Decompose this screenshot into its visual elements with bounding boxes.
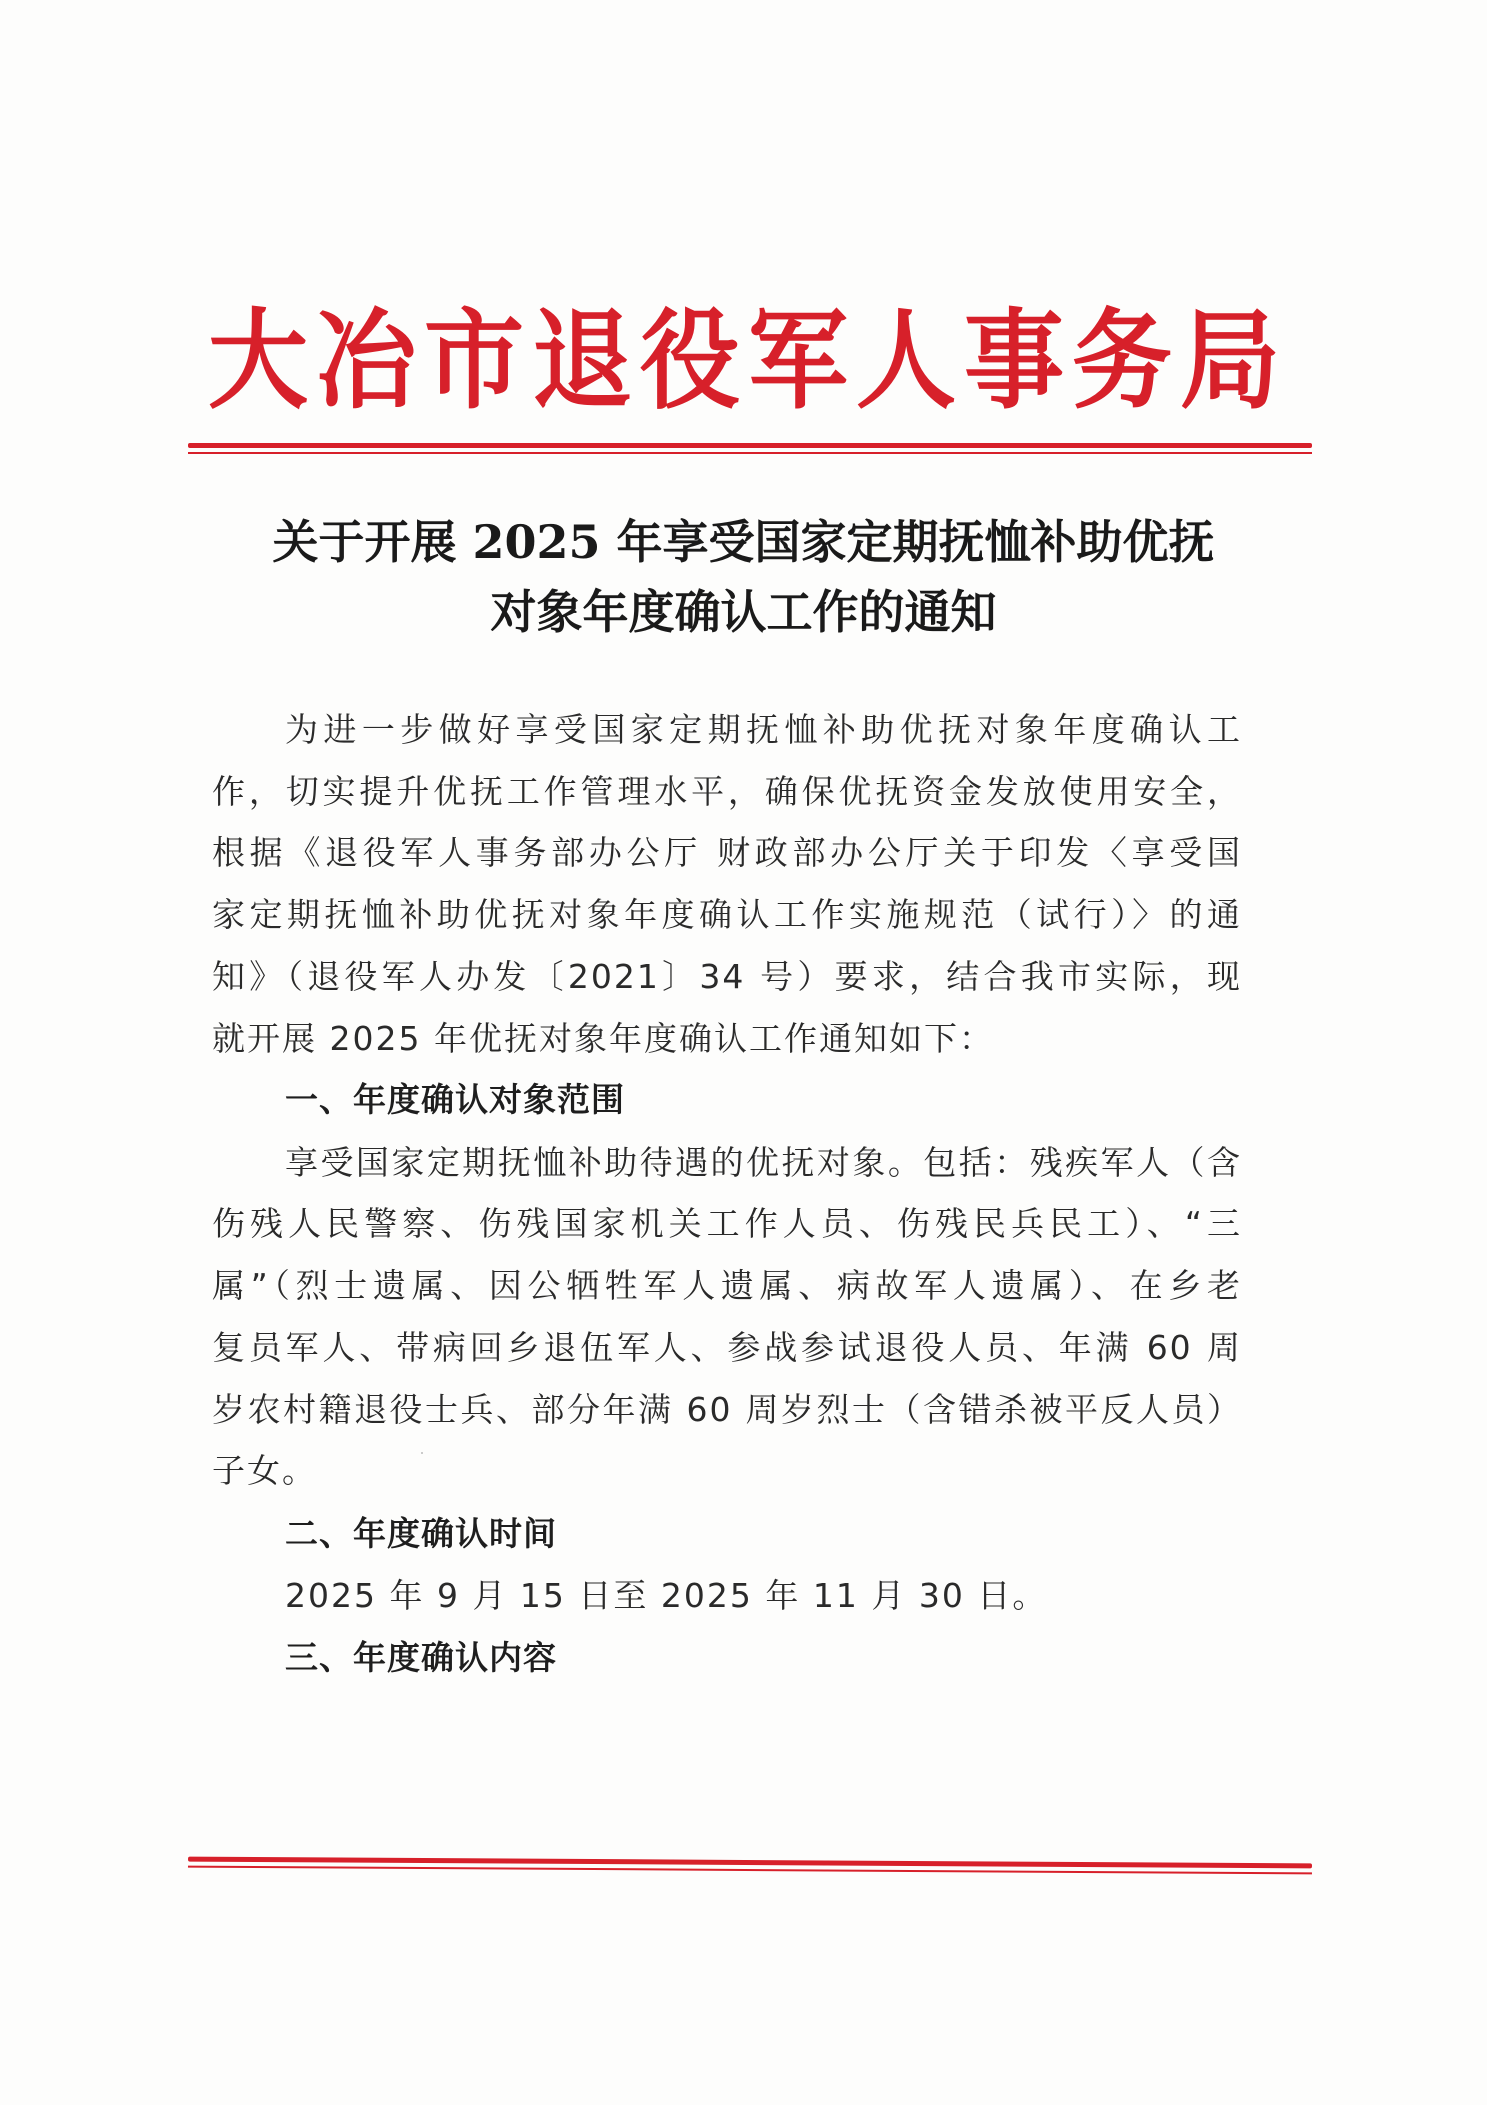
intro-line: 为进一步做好享受国家定期抚恤补助优抚对象年度确认工	[285, 710, 1242, 749]
section-3-heading: 三、年度确认内容	[285, 1638, 557, 1677]
intro-line: 就开展 2025 年优抚对象年度确认工作通知如下：	[212, 1019, 994, 1058]
section-1-line: 子女。	[212, 1451, 317, 1490]
section-1-line: 伤残人民警察、伤残国家机关工作人员、伤残民兵民工）、“三	[212, 1204, 1242, 1243]
header-rule-thick	[188, 443, 1312, 448]
section-2-heading: 二、年度确认时间	[285, 1514, 557, 1553]
intro-line: 根据《退役军人事务部办公厅 财政部办公厅关于印发〈享受国	[212, 833, 1242, 872]
org-header: 大冶市退役军人事务局	[208, 296, 1288, 424]
header-red-rule	[188, 443, 1312, 454]
notice-title-line-1: 关于开展 2025 年享受国家定期抚恤补助优抚	[272, 515, 1215, 569]
footer-red-rule	[188, 1857, 1312, 1875]
section-1-line: 复员军人、带病回乡退伍军人、参战参试退役人员、年满 60 周	[212, 1328, 1242, 1367]
section-2-text: 2025 年 9 月 15 日至 2025 年 11 月 30 日。	[285, 1576, 1048, 1615]
section-1-line: 岁农村籍退役士兵、部分年满 60 周岁烈士（含错杀被平反人员）	[212, 1390, 1242, 1429]
scan-speck	[421, 1452, 423, 1454]
intro-line: 作，切实提升优抚工作管理水平，确保优抚资金发放使用安全，	[212, 772, 1242, 811]
header-rule-thin	[188, 452, 1312, 454]
section-1-line: 属”（烈士遗属、因公牺牲军人遗属、病故军人遗属）、在乡老	[212, 1266, 1242, 1305]
notice-title-line-2: 对象年度确认工作的通知	[490, 585, 997, 639]
intro-line: 家定期抚恤补助优抚对象年度确认工作实施规范（试行）〉的通	[212, 895, 1242, 934]
section-1-line: 享受国家定期抚恤补助待遇的优抚对象。包括：残疾军人（含	[285, 1143, 1242, 1182]
section-1-heading: 一、年度确认对象范围	[285, 1080, 625, 1119]
intro-line: 知》（退役军人办发〔2021〕34 号）要求，结合我市实际，现	[212, 957, 1242, 996]
